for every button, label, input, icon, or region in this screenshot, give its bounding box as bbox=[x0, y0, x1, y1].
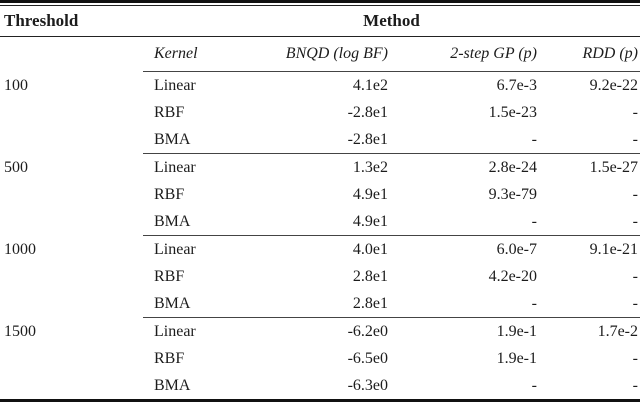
bnqd-cell: -2.8e1 bbox=[347, 104, 388, 121]
bnqd-cell: 4.9e1 bbox=[352, 186, 388, 203]
kernel-cell: Linear bbox=[154, 323, 196, 340]
gp-column-header: 2-step GP (p) bbox=[450, 45, 537, 62]
kernel-cell: BMA bbox=[154, 377, 191, 394]
gp-cell: 6.0e-7 bbox=[496, 241, 537, 258]
gp-cell: 4.2e-20 bbox=[488, 268, 537, 285]
gp-cell: 1.5e-23 bbox=[488, 104, 537, 121]
table-row bbox=[0, 236, 640, 263]
gp-cell: - bbox=[531, 213, 537, 230]
rdd-cell: - bbox=[632, 295, 638, 312]
table-row bbox=[0, 263, 640, 290]
rdd-cell: - bbox=[632, 131, 638, 148]
kernel-cell: RBF bbox=[154, 350, 185, 367]
kernel-cell: Linear bbox=[154, 159, 196, 176]
kernel-cell: BMA bbox=[154, 295, 191, 312]
gp-cell: - bbox=[531, 295, 537, 312]
gp-cell: 2.8e-24 bbox=[488, 159, 537, 176]
table-row bbox=[0, 208, 640, 235]
table-row bbox=[0, 318, 640, 345]
table-row bbox=[0, 126, 640, 153]
header-group-row bbox=[0, 6, 640, 36]
bnqd-cell: -2.8e1 bbox=[347, 131, 388, 148]
bnqd-cell: 4.0e1 bbox=[352, 241, 388, 258]
table-row bbox=[0, 372, 640, 399]
gp-cell: 1.9e-1 bbox=[496, 323, 537, 340]
table-row bbox=[0, 72, 640, 99]
kernel-cell: RBF bbox=[154, 268, 185, 285]
gp-cell: 6.7e-3 bbox=[496, 77, 537, 94]
table-row bbox=[0, 290, 640, 317]
rdd-cell: - bbox=[632, 186, 638, 203]
gp-cell: 9.3e-79 bbox=[488, 186, 537, 203]
rdd-cell: - bbox=[632, 350, 638, 367]
threshold-cell: 1500 bbox=[4, 323, 36, 340]
table-row bbox=[0, 181, 640, 208]
method-header: Method bbox=[363, 11, 420, 30]
rdd-column-header: RDD (p) bbox=[582, 45, 638, 62]
rdd-cell: 9.2e-22 bbox=[589, 77, 638, 94]
bnqd-cell: 2.8e1 bbox=[352, 295, 388, 312]
gp-cell: - bbox=[531, 131, 537, 148]
rdd-cell: 9.1e-21 bbox=[589, 241, 638, 258]
header-columns-row bbox=[0, 37, 640, 71]
kernel-cell: RBF bbox=[154, 186, 185, 203]
threshold-cell: 500 bbox=[4, 159, 28, 176]
table-row bbox=[0, 154, 640, 181]
kernel-cell: BMA bbox=[154, 213, 191, 230]
rdd-cell: - bbox=[632, 268, 638, 285]
kernel-column-header: Kernel bbox=[154, 45, 198, 62]
threshold-cell: 100 bbox=[4, 77, 28, 94]
gp-cell: 1.9e-1 bbox=[496, 350, 537, 367]
kernel-cell: BMA bbox=[154, 131, 191, 148]
threshold-cell: 1000 bbox=[4, 241, 36, 258]
kernel-cell: Linear bbox=[154, 241, 196, 258]
gp-cell: - bbox=[531, 377, 537, 394]
bnqd-cell: 4.1e2 bbox=[352, 77, 388, 94]
bnqd-cell: 2.8e1 bbox=[352, 268, 388, 285]
bnqd-cell: -6.2e0 bbox=[347, 323, 388, 340]
bnqd-cell: 1.3e2 bbox=[352, 159, 388, 176]
bnqd-cell: -6.3e0 bbox=[347, 377, 388, 394]
rdd-cell: 1.7e-2 bbox=[597, 323, 638, 340]
kernel-cell: Linear bbox=[154, 77, 196, 94]
kernel-cell: RBF bbox=[154, 104, 185, 121]
rdd-cell: - bbox=[632, 213, 638, 230]
table-row bbox=[0, 99, 640, 126]
bottom-rule-thick bbox=[0, 399, 640, 402]
rdd-cell: - bbox=[632, 377, 638, 394]
rdd-cell: 1.5e-27 bbox=[589, 159, 638, 176]
rdd-cell: - bbox=[632, 104, 638, 121]
threshold-header: Threshold bbox=[4, 11, 79, 30]
bnqd-cell: -6.5e0 bbox=[347, 350, 388, 367]
bnqd-cell: 4.9e1 bbox=[352, 213, 388, 230]
bnqd-column-header: BNQD (log BF) bbox=[285, 45, 388, 62]
table-row bbox=[0, 345, 640, 372]
